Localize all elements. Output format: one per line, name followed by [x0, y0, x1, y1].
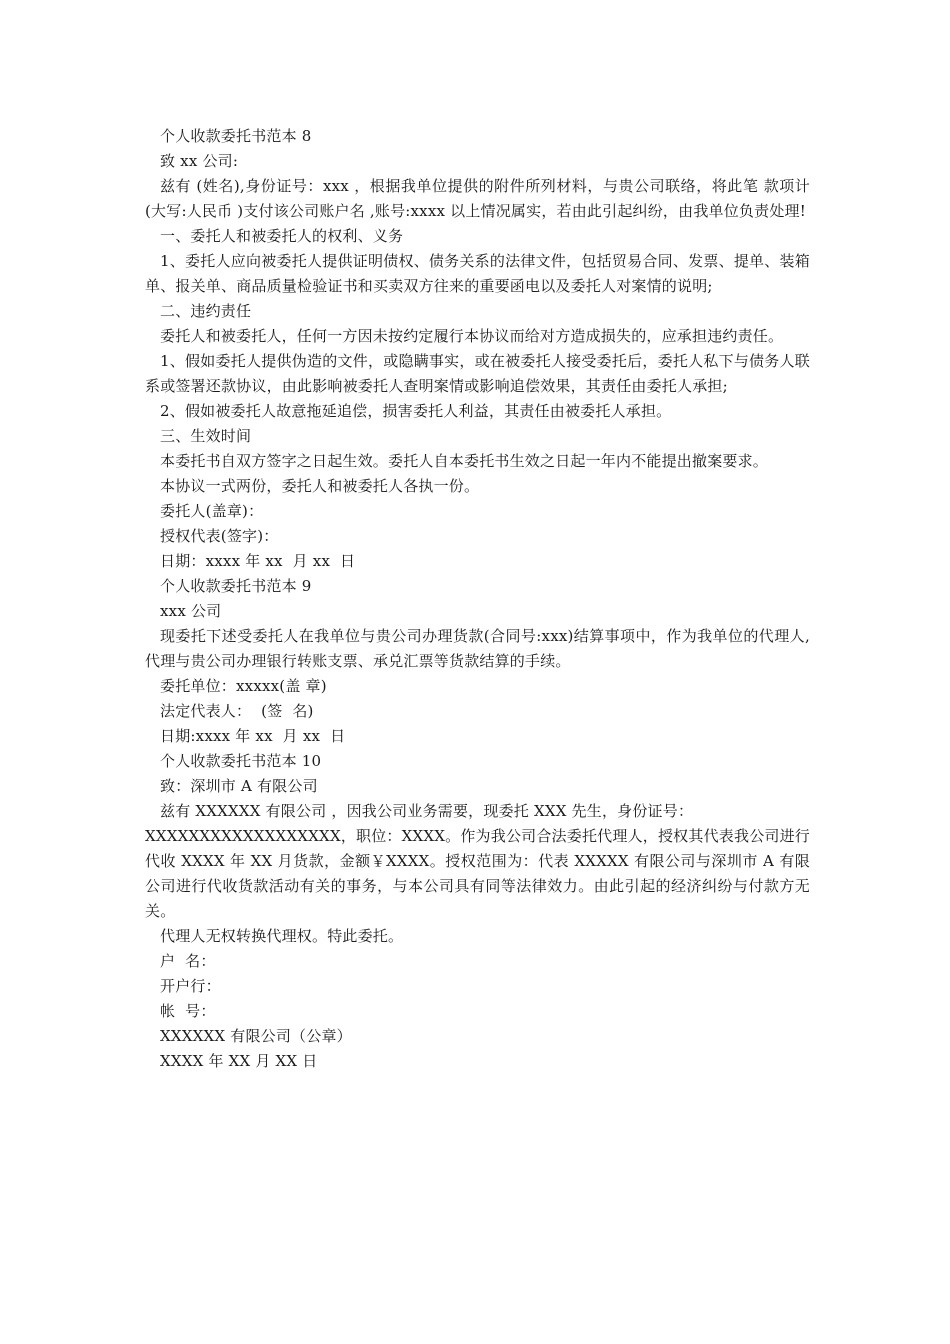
- paragraph: 本协议一式两份，委托人和被委托人各执一份。: [160, 477, 480, 495]
- paragraph: 1、假如委托人提供伪造的文件，或隐瞒事实，或在被委托人接受委托后，委托人私下与债务人联系或签署还款协议，由此影响被委托人查明案情或影响追偿效果，其责任由委托人承担;: [145, 352, 810, 395]
- paragraph: 委托人和被委托人，任何一方因未按约定履行本协议而给对方造成损失的，应承担违约责任。: [160, 327, 784, 345]
- paragraph: XXXXXXXXXXXXXXXXXX，职位：XXXX。作为我公司合法委托代理人，授权其代表我公司进行代收 XXXX 年 XX 月货款，金额￥XXXX。授权范围为：代表 XXXXX 有限公司与深圳市 A 有限公司进行代收货款活动有关的事务，与本公司具有同等法律效力。由此引起的经济纠纷与付款方无关。: [145, 827, 810, 920]
- paragraph: 2、假如被委托人故意拖延追偿，损害委托人利益，其责任由被委托人承担。: [160, 402, 672, 420]
- date-line: 日期：xxxx 年 xx 月 xx 日: [160, 552, 356, 570]
- heading: 二、违约责任: [160, 302, 252, 320]
- addressee: 致 xx 公司:: [160, 152, 239, 170]
- date-line: XXXX 年 XX 月 XX 日: [160, 1052, 318, 1070]
- paragraph: 兹有 (姓名),身份证号：xxx ，根据我单位提供的附件所列材料，与贵公司联络，将此笔 款项计 (大写:人民币 )支付该公司账户名 ,账号:xxxx 以上情况属实，若由此引起纠纷，由我单位负责处理!: [145, 177, 815, 220]
- paragraph: 1、委托人应向被委托人提供证明债权、债务关系的法律文件，包括贸易合同、发票、提单、装箱单、报关单、商品质量检验证书和买卖双方往来的重要函电以及委托人对案情的说明;: [145, 252, 810, 295]
- heading: 三、生效时间: [160, 427, 252, 445]
- paragraph: 代理人无权转换代理权。特此委托。: [160, 927, 404, 945]
- addressee: 致：深圳市 A 有限公司: [160, 777, 318, 795]
- signature-line: 委托人(盖章)：: [160, 502, 264, 520]
- paragraph: 本委托书自双方签字之日起生效。委托人自本委托书生效之日起一年内不能提出撤案要求。: [160, 452, 769, 470]
- bank-line: 开户行：: [160, 977, 221, 995]
- section-title: 个人收款委托书范本 8: [160, 127, 312, 145]
- heading: 一、委托人和被委托人的权利、义务: [160, 227, 404, 245]
- date-line: 日期:xxxx 年 xx 月 xx 日: [160, 727, 346, 745]
- paragraph: 现委托下述受委托人在我单位与贵公司办理货款(合同号:xxx)结算事项中，作为我单位的代理人,代理与贵公司办理银行转账支票、承兑汇票等货款结算的手续。: [145, 627, 810, 670]
- document-body: [145, 124, 815, 1074]
- signature-line: 委托单位：xxxxx(盖 章): [160, 677, 327, 695]
- paragraph: 兹有 XXXXXX 有限公司 ，因我公司业务需要，现委托 XXX 先生，身份证号：: [160, 802, 694, 820]
- signature-line: XXXXXX 有限公司（公章）: [160, 1027, 352, 1045]
- section-title: 个人收款委托书范本 10: [160, 752, 322, 770]
- account-number-line: 帐 号：: [160, 1002, 216, 1020]
- addressee: xxx 公司: [160, 602, 222, 620]
- section-title: 个人收款委托书范本 9: [160, 577, 312, 595]
- signature-line: 授权代表(签字)：: [160, 527, 279, 545]
- account-name-line: 户 名：: [160, 952, 216, 970]
- signature-line: 法定代表人： (签 名): [160, 702, 314, 720]
